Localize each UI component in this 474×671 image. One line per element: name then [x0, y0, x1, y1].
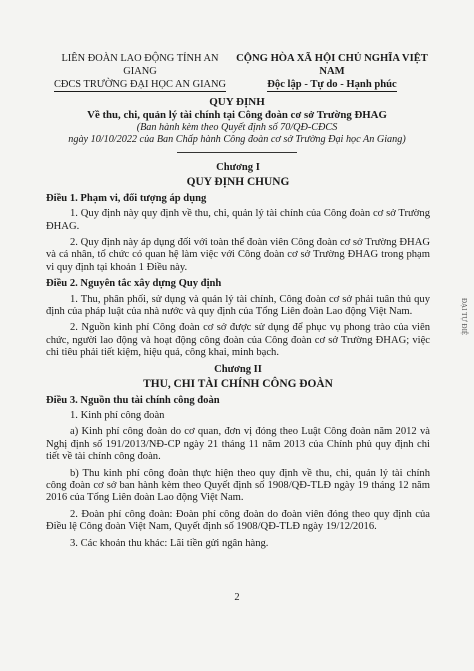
org-line-1: LIÊN ĐOÀN LAO ĐỘNG TỈNH AN GIANG [61, 53, 219, 77]
article-1-paragraph-1: 1. Quy định này quy định về thu, chi, quản lý tài chính của Công đoàn cơ sở Trường ĐHAG. [46, 208, 430, 232]
chapter-1-label: Chương I [216, 162, 260, 173]
article-2-paragraph-2: 2. Nguồn kinh phí Công đoàn cơ sở được sử dụng để phục vụ phong trào của viên chức, người lao động và hoạt động công đoàn của Công đoàn cơ sở Trường ĐHAG; việc chi tiêu phải tiết kiệm, hiệu quả, công khai, minh bạch. [46, 322, 430, 359]
issuing-organization [50, 52, 230, 92]
issued-line-2: ngày 10/10/2022 của Ban Chấp hành Công đoàn cơ sở Trường Đại học An Giang) [68, 134, 406, 145]
document-body [46, 158, 430, 554]
article-3-item-1a: a) Kinh phí công đoàn do cơ quan, đơn vị đóng theo Luật Công đoàn năm 2012 và Nghị định số 191/2013/NĐ-CP ngày 21 tháng 11 năm 2013 của Chính phủ quy định chi tiết về tài chính công đoàn. [46, 426, 430, 463]
article-1-title: Điều 1. Phạm vi, đối tượng áp dụng [46, 192, 207, 204]
article-3-title: Điều 3. Nguồn thu tài chính công đoàn [46, 394, 220, 406]
title-divider [177, 152, 297, 153]
national-motto [232, 52, 432, 92]
chapter-2-name: THU, CHI TÀI CHÍNH CÔNG ĐOÀN [143, 378, 333, 391]
chapter-2-label: Chương II [214, 363, 262, 375]
article-3-item-3: 3. Các khoản thu khác: Lãi tiền gửi ngân hàng. [70, 537, 269, 549]
article-3-item-1b: b) Thu kinh phí công đoàn thực hiện theo quy định về thu, chi, quản lý tài chính công đoàn cơ sở ban hành kèm theo Quyết định số 1908/QĐ-TLĐ ngày 19 tháng 12 năm 2016 của Tổng Liên đoàn Lao động Việt Nam. [46, 467, 430, 504]
article-1-paragraph-2: 2. Quy định này áp dụng đối với toàn thể đoàn viên Công đoàn cơ sở Trường ĐHAG và cá nhân, tổ chức có quan hệ làm việc với Công đoàn cơ sở Trường ĐHAG trong phạm vi quy định tại khoản 1 Điều này. [46, 237, 430, 273]
article-2-paragraph-1: 1. Thu, phân phối, sử dụng và quản lý tài chính, Công đoàn cơ sở phải tuân thủ quy định của pháp luật của nhà nước và quy định của Tổng Liên đoàn Lao động Việt Nam. [46, 293, 430, 318]
article-3-item-1: 1. Kinh phí công đoàn [70, 409, 165, 421]
issued-line-1: (Ban hành kèm theo Quyết định số 70/QĐ-CĐCS [136, 122, 338, 133]
document-title-block [40, 96, 434, 153]
nation-line-1: CỘNG HÒA XÃ HỘI CHỦ NGHĨA VIỆT NAM [236, 53, 428, 77]
org-line-2: CĐCS TRƯỜNG ĐẠI HỌC AN GIANG [53, 79, 227, 90]
nation-line-2: Độc lập - Tự do - Hạnh phúc [267, 79, 397, 90]
article-3-item-2: 2. Đoàn phí công đoàn: Đoàn phí công đoàn do đoàn viên đóng theo quy định của Điều lệ Công đoàn Việt Nam, Quyết định số 1908/QĐ-TLĐ ngày 19/12/2016. [46, 508, 430, 533]
document-subject: Về thu, chi, quản lý tài chính tại Công đoàn cơ sở Trường ĐHAG [87, 109, 387, 121]
chapter-1-name: QUY ĐỊNH CHUNG [186, 176, 290, 189]
margin-stamp-note: ĐẠI TỰ ĐIỆ [460, 298, 468, 336]
article-2-title: Điều 2. Nguyên tắc xây dựng Quy định [46, 278, 222, 290]
document-title: QUY ĐỊNH [209, 96, 265, 108]
page-number: 2 [234, 592, 240, 603]
